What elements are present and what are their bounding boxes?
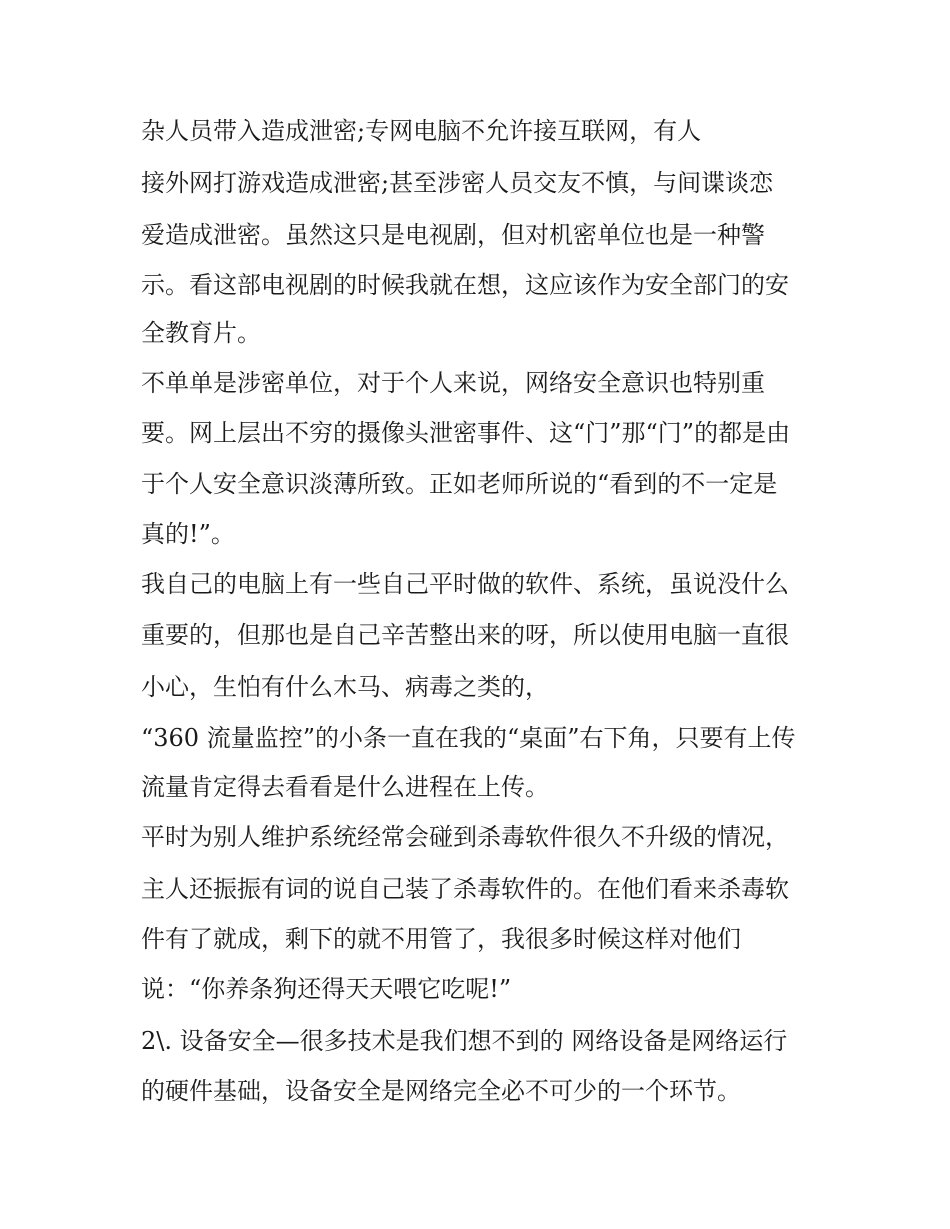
text-line: 的硬件基础，设备安全是网络完全必不可少的一个环节。 (141, 1077, 741, 1105)
text-line: 重要的，但那也是自己辛苦整出来的呀，所以使用电脑一直很 (141, 621, 789, 649)
text-line: 全教育片。 (141, 319, 261, 347)
text-line: 杂人员带入造成泄密;专网电脑不允许接互联网，有人 (141, 117, 702, 145)
text-line: 我自己的电脑上有一些自己平时做的软件、系统，虽说没什么 (141, 570, 789, 598)
text-line: 真的!”。 (141, 520, 235, 548)
text-line: 小心，生怕有什么木马、病毒之类的， (141, 673, 549, 701)
text-line: 2\. 设备安全—很多技术是我们想不到的 网络设备是网络运行 (141, 1027, 788, 1055)
text-line: 说：“你养条狗还得天天喂它吃呢!” (141, 975, 512, 1003)
text-line: 爱造成泄密。虽然这只是电视剧，但对机密单位也是一种警 (141, 221, 765, 249)
text-line: 不单单是涉密单位，对于个人来说，网络安全意识也特别重 (141, 369, 765, 397)
text-line: 示。看这部电视剧的时候我就在想，这应该作为安全部门的安 (141, 271, 789, 299)
text-line: “360 流量监控”的小条一直在我的“桌面”右下角，只要有上传 (141, 724, 796, 752)
text-line: 平时为别人维护系统经常会碰到杀毒软件很久不升级的情况， (141, 823, 789, 851)
text-line: 流量肯定得去看看是什么进程在上传。 (141, 773, 549, 801)
text-line: 要。网上层出不穷的摄像头泄密事件、这“门”那“门”的都是由 (141, 419, 791, 447)
text-line: 于个人安全意识淡薄所致。正如老师所说的“看到的不一定是 (141, 470, 778, 498)
text-line: 主人还振振有词的说自己装了杀毒软件的。在他们看来杀毒软 (141, 875, 789, 903)
text-line: 件有了就成，剩下的就不用管了，我很多时候这样对他们 (141, 925, 741, 953)
text-line: 接外网打游戏造成泄密;甚至涉密人员交友不慎，与间谍谈恋 (141, 169, 774, 197)
